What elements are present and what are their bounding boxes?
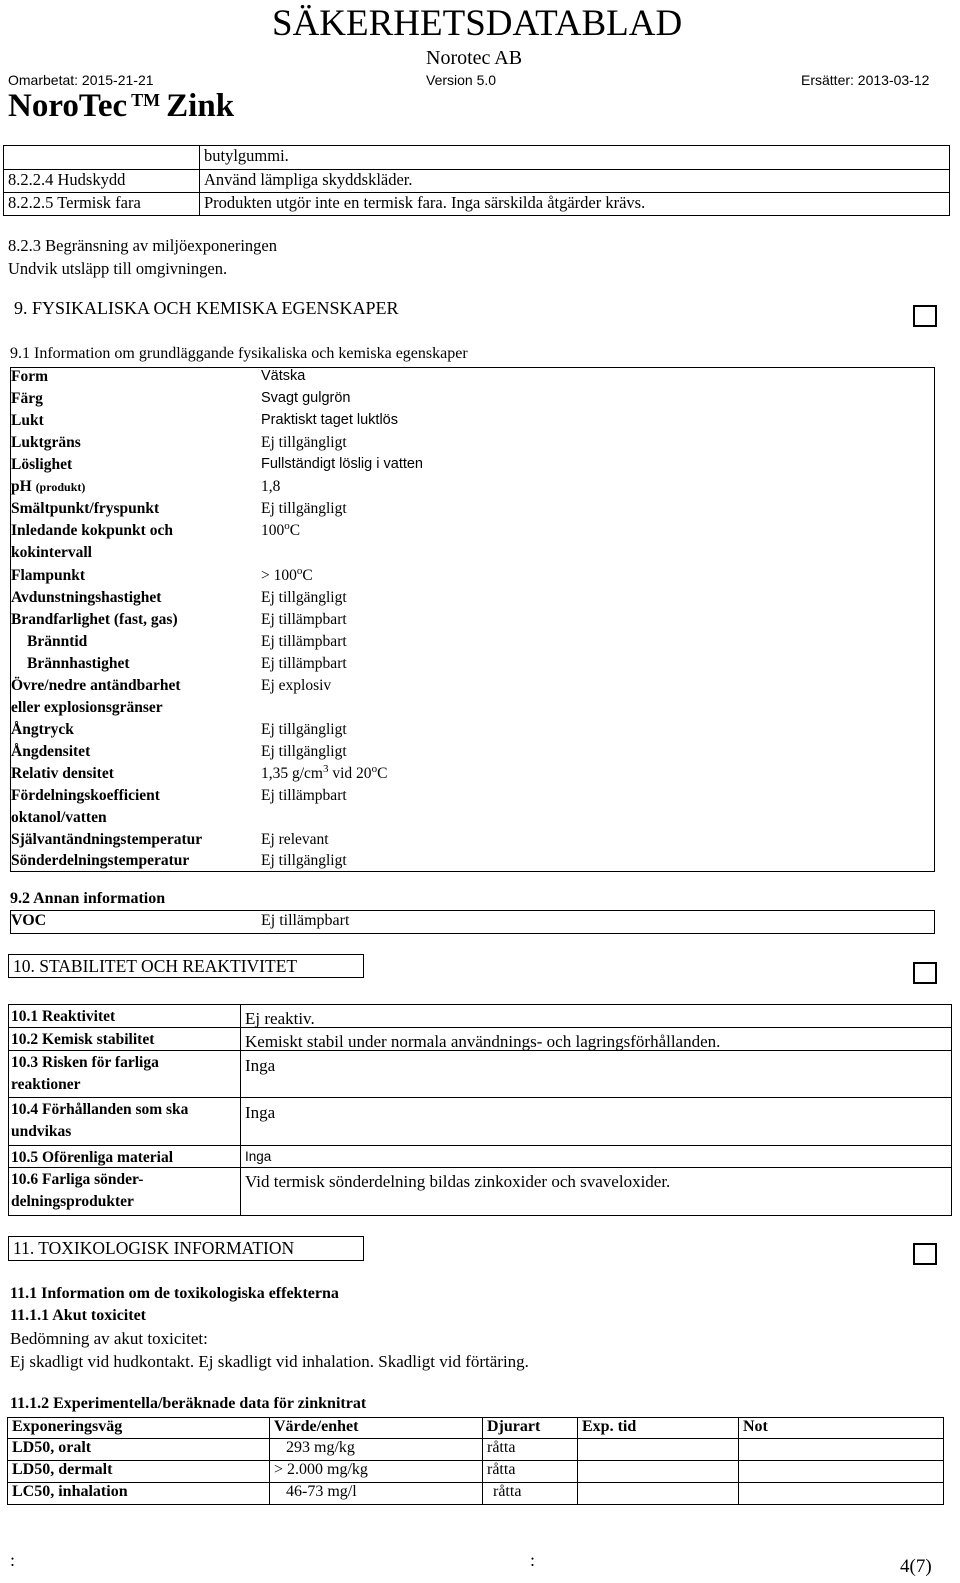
s10-label: 10.6 Farliga sönder- [11, 1171, 144, 1188]
revised-date: Omarbetat: 2015-21-21 [8, 72, 154, 88]
property-value: Ej tillämpbart [261, 611, 347, 628]
trademark: TM [131, 90, 161, 110]
properties-table [10, 367, 935, 872]
table-cell [578, 1461, 739, 1483]
table-cell: råtta [483, 1439, 578, 1461]
property-label: Övre/nedre antändbarhet [11, 677, 181, 694]
property-label: Luktgräns [11, 434, 81, 451]
product-suffix: Zink [166, 88, 235, 124]
value-unit: C [289, 522, 301, 539]
row-divider [9, 1167, 951, 1168]
voc-value: Ej tillämpbart [261, 912, 350, 929]
property-label: Fördelningskoefficient [11, 787, 160, 804]
col-header: Exp. tid [578, 1418, 739, 1439]
property-value: Ej explosiv [261, 677, 332, 694]
s10-label-cont: delningsprodukter [11, 1193, 134, 1210]
property-label: Flampunkt [11, 567, 86, 584]
acute-heading: 11.1.1 Akut toxicitet [10, 1307, 146, 1324]
property-label: Avdunstningshastighet [11, 589, 162, 606]
column-divider [240, 1005, 241, 1215]
property-value: Ej relevant [261, 831, 329, 848]
property-label: Ångdensitet [11, 743, 91, 760]
table-cell: 46-73 mg/l [270, 1483, 483, 1505]
ph-label: pH [11, 478, 32, 495]
s10-value: Vid termisk sönderdelning bildas zinkoxider och svaveloxider. [245, 1172, 671, 1191]
table-row [8, 1461, 944, 1483]
s8-value: Produkten utgör inte en termisk fara. Inga särskilda åtgärder krävs. [200, 193, 950, 216]
s10-value: Inga [245, 1149, 272, 1164]
assessment-label: Bedömning av akut toxicitet: [10, 1329, 208, 1348]
s8-label: 8.2.2.5 Termisk fara [4, 193, 200, 216]
value-main: > 100 [261, 567, 297, 584]
property-label [11, 478, 85, 496]
property-value [261, 762, 388, 783]
s10-label-cont: reaktioner [11, 1076, 81, 1093]
section10-checkbox[interactable] [913, 962, 937, 984]
table-cell: 293 mg/kg [270, 1439, 483, 1461]
table-cell [739, 1483, 944, 1505]
section8-table [3, 145, 950, 216]
table-cell [739, 1461, 944, 1483]
section11-checkbox[interactable] [913, 1243, 937, 1265]
property-value: 1,8 [261, 478, 281, 495]
property-label: eller explosionsgränser [11, 699, 163, 716]
table-cell: > 2.000 mg/kg [270, 1461, 483, 1483]
row-divider [9, 1097, 951, 1098]
table-cell [739, 1439, 944, 1461]
property-value: Ej tillgängligt [261, 743, 347, 760]
section10-table [8, 1004, 952, 1216]
property-value: Ej tillgängligt [261, 434, 347, 451]
s8-value: butylgummi. [200, 146, 950, 170]
property-label: Form [11, 368, 49, 385]
value-mid: vid 20 [328, 765, 372, 782]
s8-label [4, 146, 200, 170]
section10-header [8, 954, 364, 978]
table-cell [578, 1483, 739, 1505]
value-unit: C [302, 567, 313, 584]
property-value: Ej tillgängligt [261, 500, 347, 517]
property-label: Brandfarlighet (fast, gas) [11, 611, 178, 628]
s10-label: 10.4 Förhållanden som ska [11, 1101, 189, 1118]
property-label: Självantändningstemperatur [11, 831, 203, 848]
s8-label: 8.2.2.4 Hudskydd [4, 170, 200, 193]
section11-header [8, 1236, 364, 1261]
section10-heading: 10. STABILITET OCH REAKTIVITET [13, 956, 298, 976]
ph-note: (produkt) [35, 480, 86, 494]
s10-label-cont: undvikas [11, 1123, 72, 1140]
property-label: Inledande kokpunkt och [11, 522, 173, 539]
property-label: Brännhastighet [27, 655, 130, 672]
property-label: Ångtryck [11, 721, 74, 738]
table-cell: råtta [483, 1483, 578, 1505]
replaces-date: Ersätter: 2013-03-12 [801, 72, 930, 88]
section9-1-heading: 9.1 Information om grundläggande fysikaliska och kemiska egenskaper [10, 345, 468, 362]
s10-value: Inga [245, 1056, 276, 1075]
property-value: Ej tillgängligt [261, 852, 347, 869]
property-label: kokintervall [11, 544, 92, 561]
col-header: Not [739, 1418, 944, 1439]
property-value [261, 519, 301, 540]
col-header: Exponeringsväg [8, 1418, 270, 1439]
property-value [261, 564, 313, 585]
property-label: Smältpunkt/fryspunkt [11, 500, 160, 517]
s10-label: 10.5 Oförenliga material [11, 1149, 174, 1166]
row-divider [9, 1050, 951, 1051]
s8-value: Använd lämpliga skyddskläder. [200, 170, 950, 193]
table-row [8, 1483, 944, 1505]
version-label: Version 5.0 [426, 72, 497, 88]
property-value: Ej tillgängligt [261, 589, 347, 606]
footer-colon-left: : [10, 1550, 16, 1570]
value-unit: C [377, 765, 388, 782]
s10-label: 10.2 Kemisk stabilitet [11, 1031, 155, 1048]
degree-sign: o [284, 519, 290, 532]
property-value: Svagt gulgrön [261, 390, 351, 406]
property-value: Ej tillämpbart [261, 655, 347, 672]
property-value: Fullständigt löslig i vatten [261, 456, 423, 472]
page-number: 4(7) [900, 1556, 932, 1577]
table-cell: LD50, oralt [8, 1439, 270, 1461]
superscript: 3 [323, 762, 329, 775]
value-main: 1,35 g/cm [261, 765, 323, 782]
section9-checkbox[interactable] [913, 305, 937, 327]
value-main: 100 [261, 522, 285, 539]
s10-value: Kemiskt stabil under normala användnings- och lagringsförhållanden. [245, 1032, 721, 1051]
property-value: Ej tillgängligt [261, 721, 347, 738]
property-label: Färg [11, 390, 43, 407]
property-value: Ej tillämpbart [261, 787, 347, 804]
product-brand: NoroTec [8, 88, 128, 124]
table-row [4, 193, 950, 216]
property-label: Löslighet [11, 456, 73, 473]
assessment-text: Ej skadligt vid hudkontakt. Ej skadligt vid inhalation. Skadligt vid förtäring. [10, 1352, 529, 1371]
section9-heading: 9. FYSIKALISKA OCH KEMISKA EGENSKAPER [14, 298, 399, 318]
property-value: Vätska [261, 368, 306, 384]
product-name [8, 88, 234, 125]
exp-heading: 11.1.2 Experimentella/beräknade data för zinknitrat [10, 1395, 367, 1412]
voc-label: VOC [11, 912, 47, 929]
footer-colon-mid: : [530, 1550, 536, 1570]
property-value: Ej tillämpbart [261, 633, 347, 650]
degree-sign: o [296, 564, 303, 577]
property-label: oktanol/vatten [11, 809, 107, 826]
s10-value: Inga [245, 1103, 276, 1122]
table-row [8, 1439, 944, 1461]
table-row [4, 170, 950, 193]
property-label: Bränntid [27, 633, 88, 650]
table-cell: råtta [483, 1461, 578, 1483]
env-text: Undvik utsläpp till omgivningen. [8, 259, 228, 278]
s10-label: 10.3 Risken för farliga [11, 1054, 159, 1071]
s10-value: Ej reaktiv. [245, 1009, 315, 1028]
property-value: Praktiskt taget luktlös [261, 412, 398, 428]
property-label: Relativ densitet [11, 765, 114, 782]
company-name: Norotec AB [426, 47, 523, 69]
s10-label: 10.1 Reaktivitet [11, 1008, 116, 1025]
property-label: Sönderdelningstemperatur [11, 852, 190, 869]
other-info-heading: 9.2 Annan information [10, 890, 166, 907]
table-cell: LD50, dermalt [8, 1461, 270, 1483]
row-divider [9, 1145, 951, 1146]
info-heading: 11.1 Information om de toxikologiska effekterna [10, 1285, 339, 1302]
toxicity-table [7, 1417, 944, 1505]
col-header: Värde/enhet [270, 1418, 483, 1439]
table-cell: LC50, inhalation [8, 1483, 270, 1505]
table-header-row [8, 1418, 944, 1439]
table-row [4, 146, 950, 170]
table-cell [578, 1439, 739, 1461]
property-label: Lukt [11, 412, 44, 429]
env-heading: 8.2.3 Begränsning av miljöexponeringen [8, 236, 277, 255]
section11-heading: 11. TOXIKOLOGISK INFORMATION [13, 1238, 295, 1258]
col-header: Djurart [483, 1418, 578, 1439]
row-divider [9, 1027, 951, 1028]
document-title: SÄKERHETSDATABLAD [272, 3, 683, 44]
degree-sign: o [371, 762, 378, 775]
voc-row [10, 910, 935, 934]
